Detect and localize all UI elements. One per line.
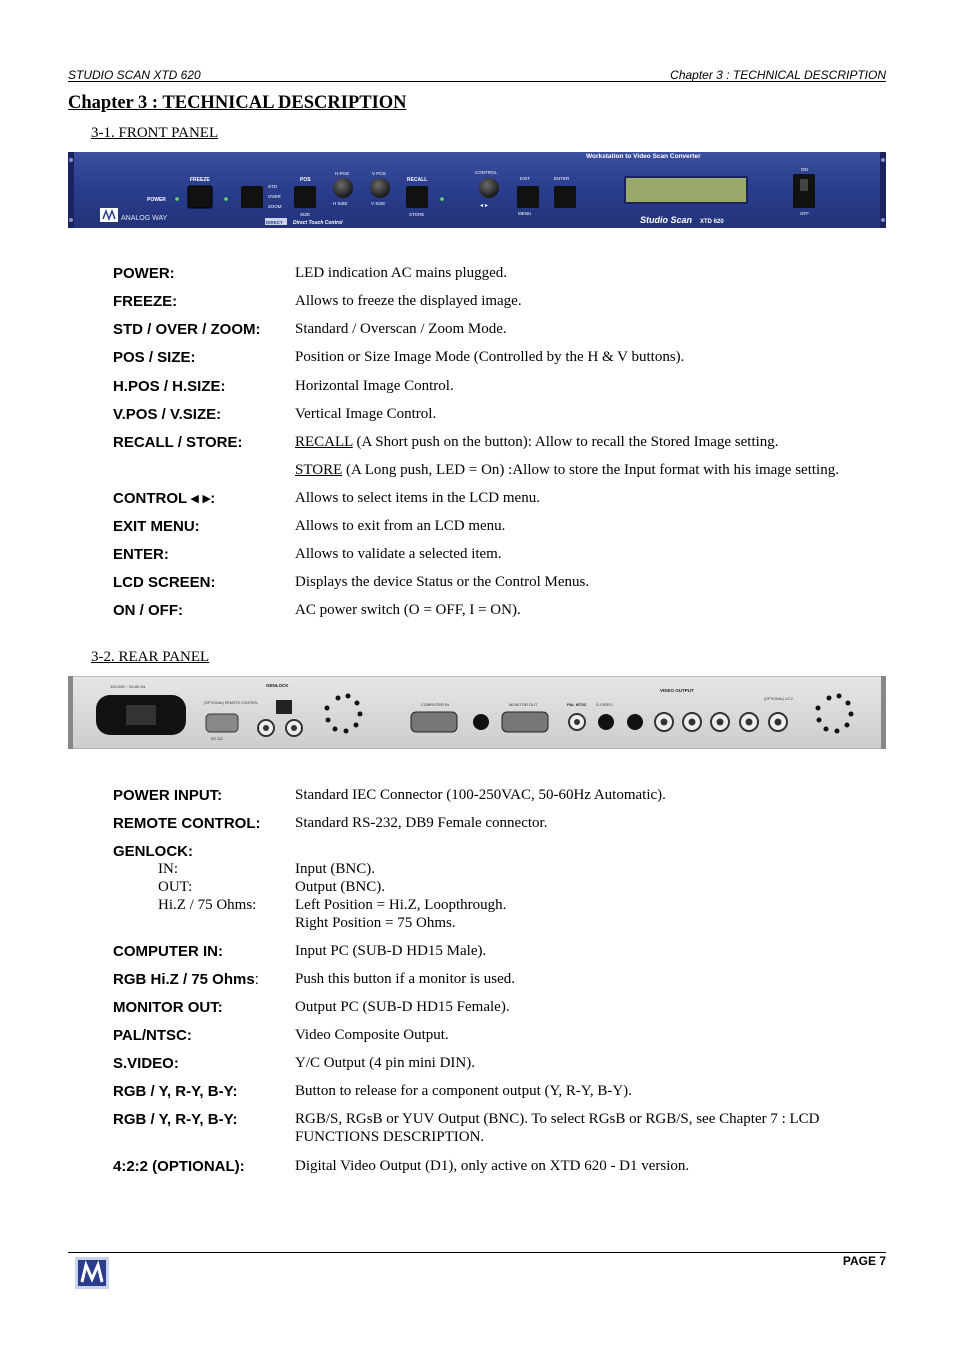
- rgb-hiz-button[interactable]: [473, 714, 489, 730]
- fp-control-label: CONTROL: [475, 170, 498, 175]
- sub-value: Right Position = 75 Ohms.: [295, 915, 456, 931]
- hiz-switch[interactable]: [276, 700, 292, 714]
- genlock-block: [113, 842, 893, 932]
- row-label: ENTER:: [113, 546, 169, 563]
- row-desc: RGB/S, RGsB or YUV Output (BNC). To select RGsB or RGB/S, see Chapter 7 : LCD FUNCTIONS DESCRIPTION.: [295, 1111, 820, 1145]
- description-row: [113, 601, 893, 629]
- rp-computer-in-label: COMPUTER IN: [421, 702, 449, 707]
- recall-word: RECALL: [295, 434, 353, 450]
- row-desc: Standard IEC Connector (100-250VAC, 50-60Hz Automatic).: [295, 787, 666, 803]
- row-label: EXIT MENU:: [113, 518, 200, 535]
- fp-hsize-label: H SIZE: [333, 201, 348, 206]
- fp-recall-label: RECALL: [407, 177, 428, 183]
- row-label: FREEZE:: [113, 293, 178, 310]
- row-desc: Push this button if a monitor is used.: [295, 971, 516, 987]
- row-label: 4:2:2 (OPTIONAL):: [113, 1158, 245, 1175]
- rp-voltage-label: 100-250 ~ 50-60 Hz: [110, 684, 146, 689]
- row-label: REMOTE CONTROL:: [113, 815, 261, 832]
- row-desc: Video Composite Output.: [295, 1027, 449, 1043]
- page-number: PAGE 7: [842, 1254, 886, 1268]
- lcd-screen: [625, 177, 747, 203]
- control-row: [113, 489, 893, 517]
- sub-value: Output (BNC).: [295, 879, 385, 895]
- row-label: RGB / Y, R-Y, B-Y:: [113, 1111, 238, 1128]
- row-desc: LED indication AC mains plugged.: [295, 265, 508, 281]
- description-row: [113, 573, 893, 601]
- row-label: POS / SIZE:: [113, 349, 196, 366]
- freeze-button[interactable]: [188, 186, 212, 208]
- monitor-out-connector[interactable]: [502, 712, 548, 732]
- description-row: [113, 405, 893, 433]
- description-row: [113, 292, 893, 320]
- row-label: V.POS / V.SIZE:: [113, 406, 222, 423]
- store-row: [113, 461, 893, 489]
- rp-pal-ntsc-label: PAL NTSC: [567, 702, 587, 707]
- row-desc: Vertical Image Control.: [295, 406, 437, 422]
- description-row: [113, 814, 893, 842]
- row-desc: [295, 461, 893, 479]
- fp-model-label: XTD 620: [700, 219, 724, 225]
- recall-store-button[interactable]: [406, 186, 428, 208]
- description-row: [113, 1157, 893, 1185]
- fp-zoom-label: ZOOM: [268, 204, 282, 209]
- sub-value: Left Position = Hi.Z, Loopthrough.: [295, 897, 507, 913]
- store-led-icon: [440, 197, 444, 201]
- rgb-hiz-row: [113, 970, 893, 998]
- row-label: S.VIDEO:: [113, 1055, 179, 1072]
- sub-key: IN:: [158, 861, 178, 877]
- sub-value: Input (BNC).: [295, 861, 375, 877]
- h-knob[interactable]: [333, 178, 353, 198]
- row-desc: Allows to validate a selected item.: [295, 546, 502, 562]
- fp-freeze-label: FREEZE: [190, 177, 210, 183]
- sub-key: Hi.Z / 75 Ohms:: [158, 897, 257, 913]
- row-label: GENLOCK:: [113, 843, 193, 860]
- db9-connector[interactable]: [206, 714, 238, 732]
- rp-svideo-label: S-VIDEO: [596, 702, 613, 707]
- fp-direct-label: DIRECT: [266, 220, 283, 225]
- description-row: [113, 545, 893, 573]
- fp-size-label: SIZE: [300, 212, 311, 217]
- row-label: CONTROL ◂ ▸:: [113, 490, 216, 507]
- description-row: [113, 786, 893, 814]
- description-row: [113, 1082, 893, 1110]
- analog-way-logo-icon: [75, 1257, 109, 1289]
- store-desc: (A Long push, LED = On) :Allow to store the Input format with his image setting.: [342, 462, 839, 478]
- genlock-sub-row: [113, 896, 893, 914]
- fp-over-label: OVER: [268, 194, 281, 199]
- fp-power-label: POWER: [147, 197, 166, 203]
- fp-vpos-label: V POS: [372, 171, 386, 176]
- component-button[interactable]: [627, 714, 643, 730]
- rp-video-output-label: VIDEO OUTPUT: [660, 688, 694, 693]
- description-row: [113, 1054, 893, 1082]
- fp-hpos-label: H POS: [335, 171, 350, 176]
- row-desc: Allows to exit from an LCD menu.: [295, 518, 506, 534]
- fp-product-label: Studio Scan: [640, 215, 693, 225]
- row-label: LCD SCREEN:: [113, 574, 216, 591]
- description-row: [113, 1110, 893, 1157]
- row-label: H.POS / H.SIZE:: [113, 378, 226, 395]
- control-arrows-icon: ◂ ▸: [480, 202, 488, 209]
- pos-size-button[interactable]: [294, 186, 316, 208]
- row-desc: Standard RS-232, DB9 Female connector.: [295, 815, 548, 831]
- row-label: ON / OFF:: [113, 602, 183, 619]
- row-desc: Button to release for a component output (Y, R-Y, B-Y).: [295, 1083, 632, 1099]
- genlock-sub-row: [113, 878, 893, 896]
- row-label: [113, 970, 295, 989]
- row-label: POWER INPUT:: [113, 787, 223, 804]
- rear-panel-image: [68, 676, 886, 749]
- row-desc: Output PC (SUB-D HD15 Female).: [295, 999, 510, 1015]
- row-desc: Y/C Output (4 pin mini DIN).: [295, 1055, 475, 1071]
- row-label: MONITOR OUT:: [113, 999, 223, 1016]
- std-over-zoom-button[interactable]: [241, 186, 263, 208]
- recall-desc: (A Short push on the button): Allow to recall the Stored Image setting.: [352, 434, 779, 450]
- v-knob[interactable]: [370, 178, 390, 198]
- rp-remote-label: (OPTIONAL) REMOTE CONTROL: [204, 701, 259, 705]
- rear-panel-heading: 3-2. REAR PANEL: [91, 649, 210, 665]
- genlock-sub-row: [113, 914, 893, 932]
- rp-monitor-out-label: MONITOR OUT: [509, 702, 538, 707]
- rear-panel-descriptions: [113, 786, 893, 1185]
- row-label-bold: RGB Hi.Z / 75 Ohms: [113, 971, 255, 988]
- description-row: [113, 377, 893, 405]
- genlock-sub-row: [113, 860, 893, 878]
- description-row: [113, 348, 893, 377]
- description-row: [113, 998, 893, 1026]
- row-desc: [295, 433, 893, 451]
- header-rule: [68, 81, 886, 82]
- power-led-icon: [175, 197, 179, 201]
- row-desc: Allows to freeze the displayed image.: [295, 293, 522, 309]
- row-desc: Horizontal Image Control.: [295, 378, 454, 394]
- row-desc: Standard / Overscan / Zoom Mode.: [295, 321, 507, 337]
- fp-brand: ANALOG WAY: [121, 215, 168, 222]
- fp-menu-label: MENU: [518, 211, 532, 216]
- row-desc: Allows to select items in the LCD menu.: [295, 490, 540, 506]
- sub-key: [113, 914, 295, 932]
- row-desc: Digital Video Output (D1), only active on XTD 620 - D1 version.: [295, 1158, 690, 1174]
- fp-direct-touch-label: Direct Touch Control: [293, 220, 343, 226]
- row-desc: AC power switch (O = OFF, I = ON).: [295, 602, 521, 618]
- svideo-connector[interactable]: [598, 714, 614, 730]
- fp-enter-label: ENTER: [554, 176, 570, 181]
- enter-button[interactable]: [554, 186, 576, 208]
- rp-optional-422-label: (OPTIONAL) 4:2:2: [764, 697, 793, 701]
- fp-exit-label: EXIT: [520, 176, 531, 181]
- chapter-title: Chapter 3 : TECHNICAL DESCRIPTION: [68, 93, 407, 113]
- description-row: [113, 1026, 893, 1054]
- front-panel-heading: 3-1. FRONT PANEL: [91, 125, 219, 141]
- store-word: STORE: [295, 462, 343, 478]
- row-label: RGB / Y, R-Y, B-Y:: [113, 1083, 238, 1100]
- exit-menu-button[interactable]: [517, 186, 539, 208]
- description-row: [113, 264, 893, 292]
- running-header-left: STUDIO SCAN XTD 620: [68, 68, 201, 82]
- fp-off-label: OFF: [800, 211, 809, 216]
- fp-vsize-label: V SIZE: [371, 201, 386, 206]
- row-desc: Position or Size Image Mode (Controlled by the H & V buttons).: [295, 349, 685, 365]
- fp-std-label: STD: [268, 184, 277, 189]
- computer-in-connector[interactable]: [411, 712, 457, 732]
- rp-rs232-label: RS 232: [211, 737, 223, 741]
- computer-in-row: [113, 942, 893, 970]
- row-label: STD / OVER / ZOOM:: [113, 321, 261, 338]
- recall-store-row: [113, 433, 893, 461]
- footer-rule: [68, 1252, 886, 1253]
- row-label: RECALL / STORE:: [113, 434, 243, 451]
- front-panel-image: [68, 152, 886, 228]
- rp-genlock-label: GENLOCK: [266, 683, 289, 688]
- fp-pos-label: POS: [300, 177, 311, 183]
- description-row: [113, 517, 893, 545]
- row-desc: Displays the device Status or the Control Menus.: [295, 574, 590, 590]
- row-label: PAL/NTSC:: [113, 1027, 192, 1044]
- fp-on-label: ON: [801, 167, 808, 172]
- row-label: COMPUTER IN:: [113, 943, 223, 960]
- control-knob[interactable]: [479, 178, 499, 198]
- running-header-right: Chapter 3 : TECHNICAL DESCRIPTION: [670, 68, 886, 82]
- row-desc: Input PC (SUB-D HD15 Male).: [295, 943, 487, 959]
- description-row: [113, 320, 893, 348]
- row-label: POWER:: [113, 265, 175, 282]
- sub-key: OUT:: [158, 879, 193, 895]
- row-label-colon: :: [254, 971, 259, 988]
- fp-top-title: Workstation to Video Scan Converter: [586, 153, 701, 160]
- fp-store-label: STORE: [409, 212, 425, 217]
- front-panel-descriptions: [113, 264, 893, 629]
- freeze-led-icon: [224, 197, 228, 201]
